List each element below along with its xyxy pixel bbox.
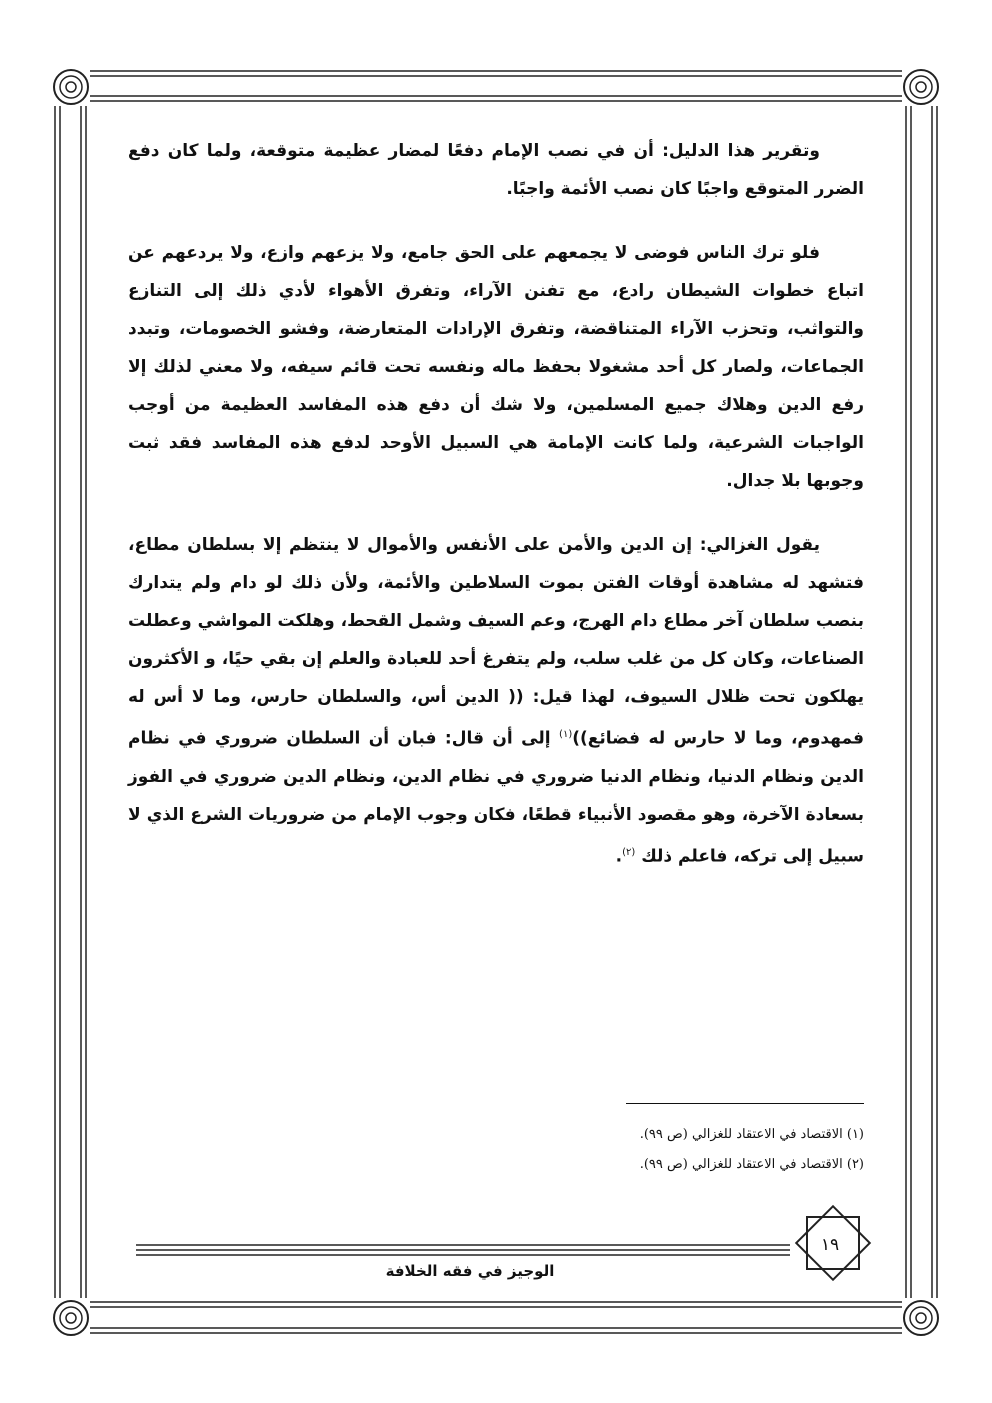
paragraph-1 [128, 132, 864, 208]
footnote-separator [626, 1103, 864, 1104]
corner-ornament-bottom-left [54, 1301, 88, 1335]
corner-ornament-bottom-right [904, 1301, 938, 1335]
paragraph-2-text: فلو ترك الناس فوضى لا يجمعهم على الحق جامع، ولا يزعهم وازع، ولا يردعهم عن اتباع خطوات الشيطان رادع، مع تفنن الآراء، وتفرق الأهواء لأدي ذلك إلى التنازع والتواثب، وتحزب الآراء المتناقضة، وتفرق الإرادات المتعارضة، وفشو الخصومات، وتبدد الجماعات، ولصار كل أحد مشغولا بحفظ ماله ونفسه تحت قائم سيفه، ولا معني لذلك إلا رفع الدين وهلاك جميع المسلمين، ولا شك أن دفع هذه المفاسد العظيمة من أوجب الواجبات الشرعية، ولما كانت الإمامة هي السبيل الأوحد لدفع هذه المفاسد فقد ثبت وجوبها بلا جدال. [128, 243, 864, 491]
paragraph-1-text: وتقرير هذا الدليل: أن في نصب الإمام دفعًا لمضار عظيمة متوقعة، ولما كان دفع الضرر المتوقع واجبًا كان نصب الأئمة واجبًا. [128, 141, 864, 199]
book-title: الوجيز في فقه الخلافة [385, 1262, 555, 1280]
paragraph-3-continuation: إلى أن قال: فبان أن السلطان ضروري في نظام الدين ونظام الدنيا، ونظام الدنيا ضروري في نظام الدين، ونظام الدين ضروري في الفوز بسعادة الآخرة، وهو مقصود الأنبياء قطعًا، فكان وجوب الإمام من ضروريات الشرع الذي لا سبيل إلى تركه، فاعلم ذلك [128, 728, 864, 867]
footnote-2: (٢) الاقتصاد في الاعتقاد للغزالي (ص ٩٩). [639, 1157, 864, 1172]
border-top [90, 71, 902, 101]
paragraph-3-text: يقول الغزالي: إن الدين والأمن على الأنفس والأموال لا ينتظم إلا بسلطان مطاع، فتشهد له مشاهدة أوقات الفتن بموت السلاطين والأئمة، ولأن ذلك لو دام ولم يتدارك بنصب سلطان آخر مطاع دام الهرج، وعم السيف وشمل القحط، وهلكت المواشي وعطلت الصناعات، وكان كل من غلب سلب، ولم يتفرغ أحد للعبادة والعلم إن بقي حيًا، و الأكثرون يهلكون تحت ظلال السيوف، لهذا قيل: (( الدين أس، والسلطان حارس، وما لا أس له فمهدوم، وما لا حارس له فضائع)) [128, 535, 865, 749]
footnote-1: (١) الاقتصاد في الاعتقاد للغزالي (ص ٩٩). [639, 1127, 864, 1142]
page-number: ١٩ [820, 1235, 840, 1255]
footnote-ref-1[interactable]: (١) [559, 729, 573, 740]
paragraph-3 [128, 526, 864, 875]
corner-ornament-top-left [54, 70, 88, 104]
footnote-ref-2[interactable]: (٢) [622, 846, 636, 858]
corner-ornament-top-right [904, 70, 938, 104]
border-left [55, 106, 86, 1298]
border-bottom [90, 1302, 902, 1333]
paragraph-2 [128, 234, 864, 500]
main-text [128, 132, 864, 901]
footer-divider [136, 1245, 790, 1255]
border-right [906, 106, 937, 1298]
footnotes [500, 1120, 864, 1180]
paragraph-3-end: . [615, 846, 623, 867]
